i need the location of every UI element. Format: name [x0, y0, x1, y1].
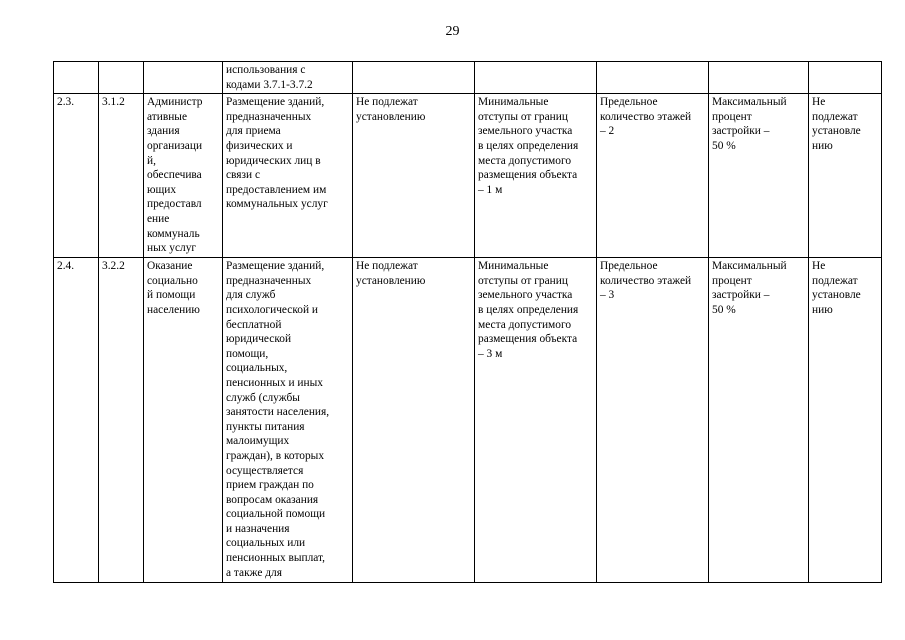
cell-name — [144, 62, 223, 94]
cell-floors: Предельное количество этажей – 2 — [597, 94, 709, 258]
cell-last: Не подлежат установле нию — [809, 258, 882, 583]
cell-setbacks: Минимальные отступы от границ земельного участка в целях определения места допустимого размещения объекта – 3 м — [475, 258, 597, 583]
cell-plot-size — [353, 62, 475, 94]
cell-floors: Предельное количество этажей – 3 — [597, 258, 709, 583]
cell-setbacks: Минимальные отступы от границ земельного участка в целях определения места допустимого размещения объекта – 1 м — [475, 94, 597, 258]
cell-code: 3.2.2 — [99, 258, 144, 583]
cell-code — [99, 62, 144, 94]
page-number: 29 — [445, 24, 460, 39]
cell-name: Администр ативные здания организаци й, обеспечива ющих предоставл ение коммуналь ных услуг — [144, 94, 223, 258]
cell-code: 3.1.2 — [99, 94, 144, 258]
zoning-table — [53, 61, 882, 583]
cell-num: 2.3. — [54, 94, 99, 258]
cell-description: Размещение зданий, предназначенных для приема физических и юридических лиц в связи с предоставлением им коммунальных услуг — [223, 94, 353, 258]
cell-last: Не подлежат установле нию — [809, 94, 882, 258]
cell-plot-size: Не подлежат установлению — [353, 94, 475, 258]
cell-coverage — [709, 62, 809, 94]
cell-last — [809, 62, 882, 94]
table-row — [54, 258, 882, 583]
cell-setbacks — [475, 62, 597, 94]
table-row-continuation — [54, 62, 882, 94]
cell-floors — [597, 62, 709, 94]
cell-num: 2.4. — [54, 258, 99, 583]
cell-num — [54, 62, 99, 94]
cell-description: Размещение зданий, предназначенных для служб психологической и бесплатной юридической помощи, социальных, пенсионных и иных служб (службы занятости населения, пункты питания малоимущих граждан), в которых осуществляется прием граждан по вопросам оказания социальной помощи и назначения социальных или пенсионных выплат, а также для — [223, 258, 353, 583]
cell-description: использования с кодами 3.7.1-3.7.2 — [223, 62, 353, 94]
cell-coverage: Максимальный процент застройки – 50 % — [709, 258, 809, 583]
cell-coverage: Максимальный процент застройки – 50 % — [709, 94, 809, 258]
cell-name: Оказание социально й помощи населению — [144, 258, 223, 583]
table-row — [54, 94, 882, 258]
cell-plot-size: Не подлежат установлению — [353, 258, 475, 583]
